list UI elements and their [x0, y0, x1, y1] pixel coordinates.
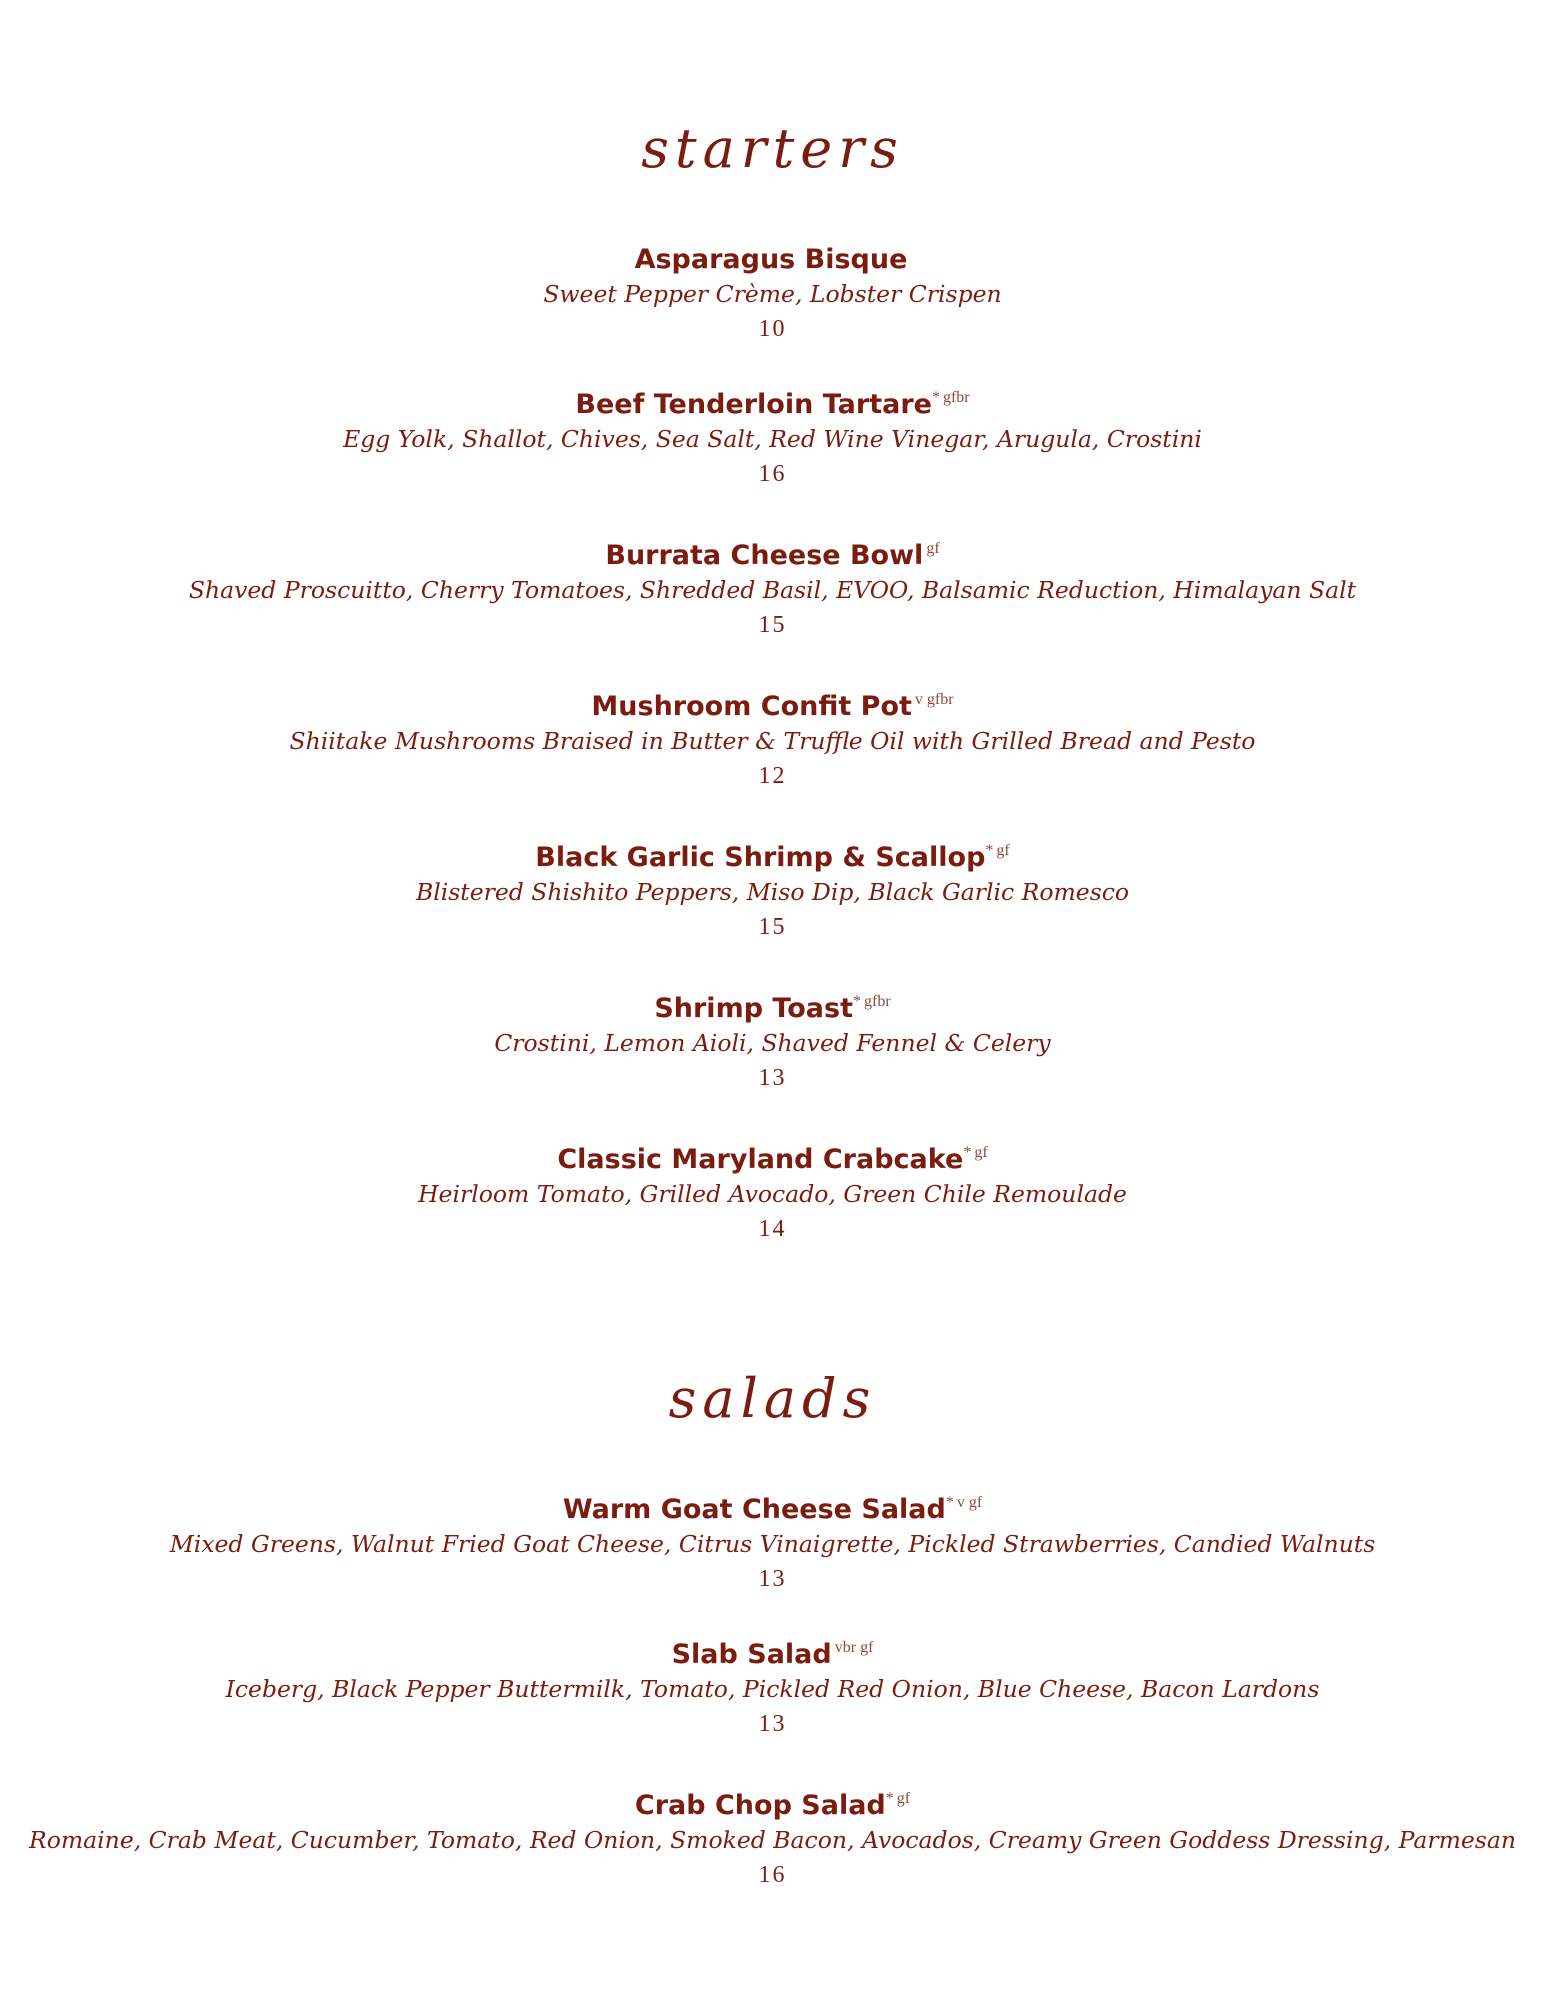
menu-item: [0, 834, 1545, 944]
section-title-starters: starters: [641, 117, 904, 180]
item-name: Beef Tenderloin Tartare: [575, 389, 932, 420]
item-description: Blistered Shishito Peppers, Miso Dip, Black Garlic Romesco: [415, 878, 1130, 906]
item-star: *: [931, 389, 940, 406]
item-price: 15: [758, 612, 787, 638]
item-description: Crostini, Lemon Aioli, Shaved Fennel & Celery: [494, 1029, 1051, 1057]
item-description: Shiitake Mushrooms Braised in Butter & Truffle Oil with Grilled Bread and Pesto: [289, 727, 1256, 755]
menu-item: [0, 236, 1545, 346]
item-name: Asparagus Bisque: [634, 244, 908, 275]
menu-item: [0, 683, 1545, 793]
item-name: Black Garlic Shrimp & Scallop: [535, 842, 986, 873]
item-price: 16: [758, 1862, 787, 1888]
item-name: Shrimp Toast: [654, 993, 854, 1024]
menu-item: [0, 985, 1545, 1095]
item-tags: vbr gf: [834, 1639, 874, 1656]
item-tags: v gf: [956, 1494, 983, 1511]
item-price: 13: [758, 1065, 787, 1091]
item-star: *: [963, 1144, 972, 1161]
item-description: Iceberg, Black Pepper Buttermilk, Tomato, Pickled Red Onion, Blue Cheese, Bacon Lardons: [225, 1675, 1320, 1703]
item-price: 16: [758, 461, 787, 487]
item-description: Mixed Greens, Walnut Fried Goat Cheese, Citrus Vinaigrette, Pickled Strawberries, Candied Walnuts: [169, 1530, 1376, 1558]
item-tags: gf: [926, 540, 940, 557]
item-price: 10: [758, 316, 787, 342]
item-star: *: [885, 1790, 894, 1807]
section-title-salads: salads: [668, 1367, 877, 1430]
menu-item: [0, 381, 1545, 491]
item-tags: gf: [896, 1790, 911, 1807]
item-name: Burrata Cheese Bowl: [605, 540, 924, 571]
menu-item: [0, 1486, 1545, 1596]
item-description: Egg Yolk, Shallot, Chives, Sea Salt, Red Wine Vinegar, Arugula, Crostini: [343, 425, 1202, 453]
item-price: 13: [758, 1711, 787, 1737]
item-tags: gf: [974, 1144, 988, 1161]
item-tags: gfbr: [942, 389, 970, 406]
menu-item: [0, 1136, 1545, 1246]
item-price: 14: [758, 1216, 787, 1242]
menu-item: [0, 1631, 1545, 1741]
item-name: Classic Maryland Crabcake: [557, 1144, 964, 1175]
menu-item: [0, 1782, 1545, 1892]
item-price: 12: [758, 763, 787, 789]
item-tags: gf: [996, 842, 1010, 859]
item-star: *: [945, 1494, 954, 1511]
item-name: Slab Salad: [671, 1639, 832, 1670]
item-description: Romaine, Crab Meat, Cucumber, Tomato, Red Onion, Smoked Bacon, Avocados, Creamy Green Goddess Dressing, Parmesan: [29, 1826, 1516, 1854]
item-name: Crab Chop Salad: [634, 1790, 886, 1821]
item-description: Shaved Proscuitto, Cherry Tomatoes, Shredded Basil, EVOO, Balsamic Reduction, Himalayan Salt: [188, 576, 1357, 604]
item-price: 15: [758, 914, 787, 940]
item-price: 13: [758, 1566, 787, 1592]
item-name: Mushroom Confit Pot: [591, 691, 912, 722]
item-tags: gfbr: [864, 993, 891, 1010]
item-name: Warm Goat Cheese Salad: [562, 1494, 946, 1525]
item-description: Sweet Pepper Crème, Lobster Crispen: [543, 280, 1002, 308]
item-star: *: [985, 842, 994, 859]
item-description: Heirloom Tomato, Grilled Avocado, Green Chile Remoulade: [418, 1180, 1127, 1208]
item-tags: v gfbr: [914, 691, 954, 708]
item-star: *: [853, 993, 862, 1010]
menu-item: [0, 532, 1545, 642]
